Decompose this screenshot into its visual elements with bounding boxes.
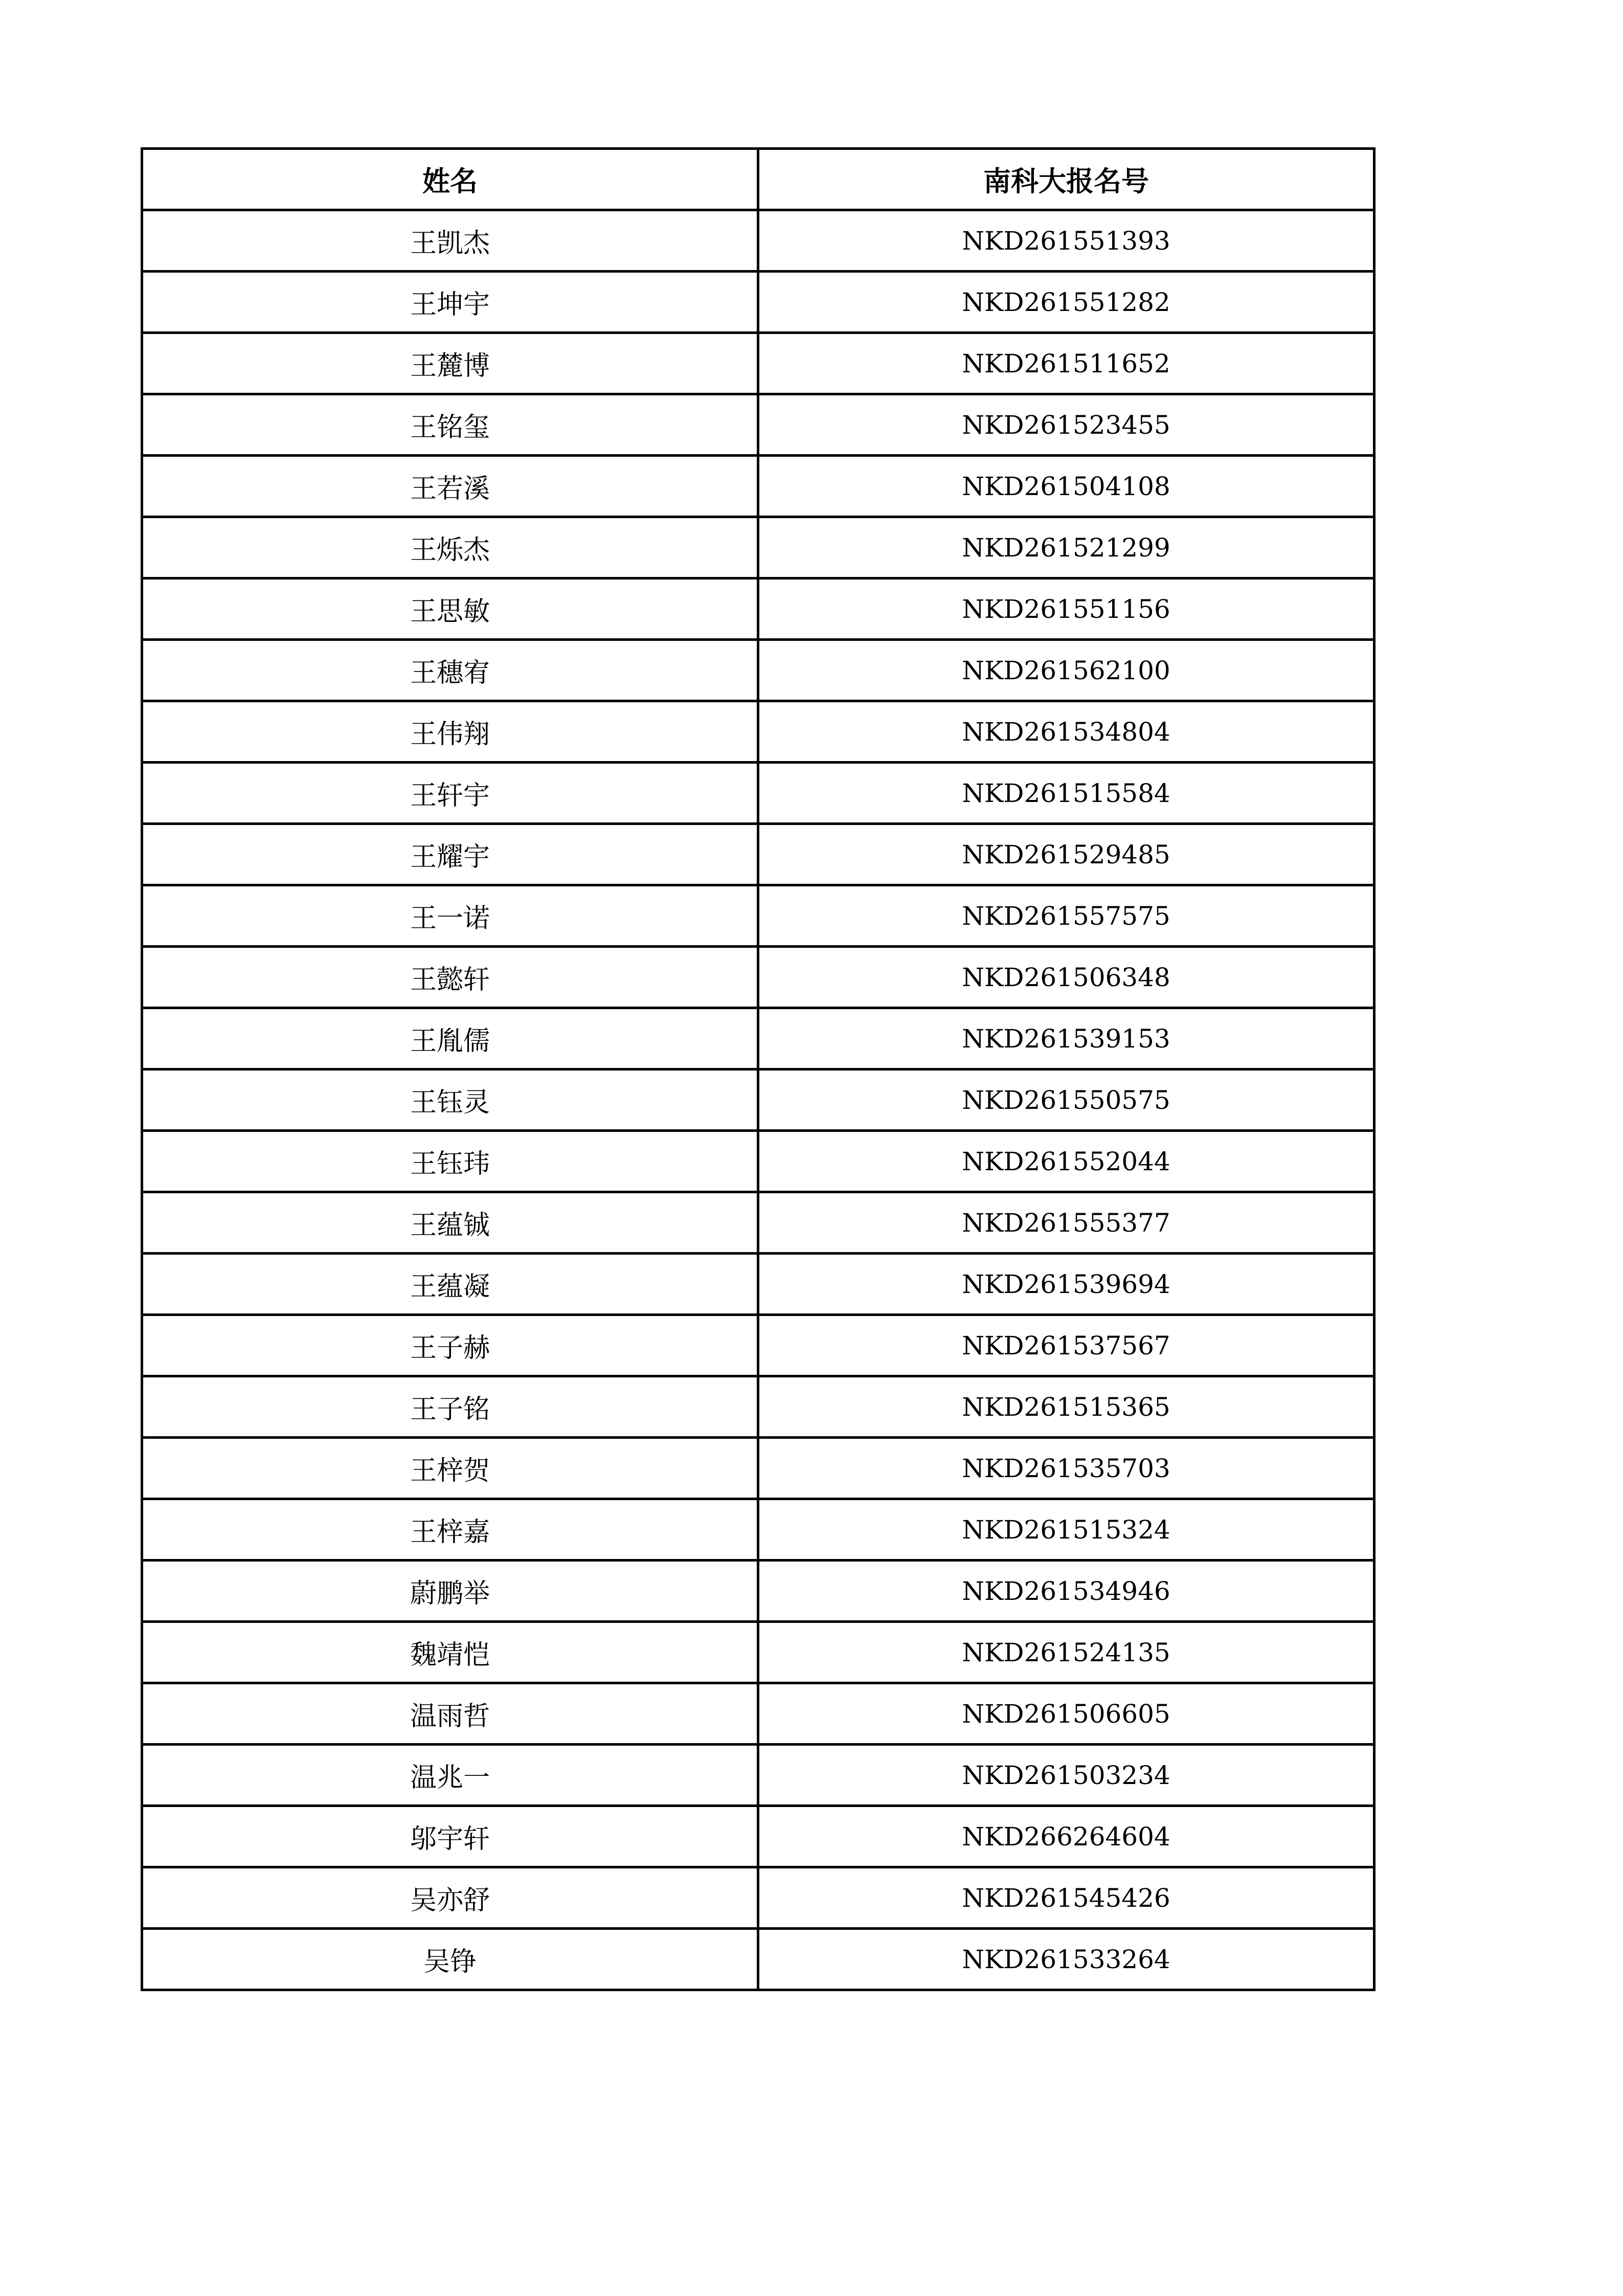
cell-name: 王钰玮: [142, 1131, 758, 1192]
cell-registration-number: NKD261506605: [758, 1683, 1374, 1745]
cell-name: 王耀宇: [142, 824, 758, 885]
cell-registration-number: NKD261557575: [758, 885, 1374, 947]
cell-name: 王思敏: [142, 578, 758, 640]
cell-name: 王一诺: [142, 885, 758, 947]
table-row: [142, 947, 1374, 1008]
table-row: [142, 1745, 1374, 1806]
table-row: [142, 210, 1374, 272]
cell-name: 蔚鹏举: [142, 1561, 758, 1622]
table-row: [142, 640, 1374, 701]
cell-name: 王胤儒: [142, 1008, 758, 1069]
cell-name: 王梓嘉: [142, 1499, 758, 1561]
cell-name: 温兆一: [142, 1745, 758, 1806]
table-row: [142, 701, 1374, 763]
cell-name: 王子铭: [142, 1376, 758, 1438]
cell-name: 王蕴铖: [142, 1192, 758, 1254]
cell-name: 吴铮: [142, 1929, 758, 1990]
table-row: [142, 763, 1374, 824]
cell-registration-number: NKD261539153: [758, 1008, 1374, 1069]
table-row: [142, 394, 1374, 456]
cell-registration-number: NKD261533264: [758, 1929, 1374, 1990]
cell-registration-number: NKD261552044: [758, 1131, 1374, 1192]
table-row: [142, 1929, 1374, 1990]
cell-registration-number: NKD261504108: [758, 456, 1374, 517]
cell-registration-number: NKD261515584: [758, 763, 1374, 824]
table-row: [142, 1069, 1374, 1131]
cell-registration-number: NKD261515324: [758, 1499, 1374, 1561]
cell-name: 吴亦舒: [142, 1867, 758, 1929]
header-registration-number: 南科大报名号: [758, 149, 1374, 210]
cell-registration-number: NKD261551156: [758, 578, 1374, 640]
cell-registration-number: NKD261511652: [758, 333, 1374, 394]
cell-name: 王轩宇: [142, 763, 758, 824]
cell-registration-number: NKD261537567: [758, 1315, 1374, 1376]
cell-name: 王钰灵: [142, 1069, 758, 1131]
cell-name: 王穗宥: [142, 640, 758, 701]
cell-registration-number: NKD261534804: [758, 701, 1374, 763]
cell-name: 邬宇轩: [142, 1806, 758, 1867]
table-body: [142, 210, 1374, 1990]
table-row: [142, 1254, 1374, 1315]
registration-table: [141, 147, 1376, 1991]
table-row: [142, 885, 1374, 947]
cell-name: 王懿轩: [142, 947, 758, 1008]
table-row: [142, 1806, 1374, 1867]
cell-name: 魏靖恺: [142, 1622, 758, 1683]
cell-registration-number: NKD261506348: [758, 947, 1374, 1008]
table-row: [142, 333, 1374, 394]
table-row: [142, 1683, 1374, 1745]
table-row: [142, 1008, 1374, 1069]
cell-registration-number: NKD261551282: [758, 272, 1374, 333]
cell-name: 王蕴凝: [142, 1254, 758, 1315]
cell-name: 王烁杰: [142, 517, 758, 578]
table-row: [142, 1438, 1374, 1499]
cell-registration-number: NKD261545426: [758, 1867, 1374, 1929]
table-row: [142, 456, 1374, 517]
cell-registration-number: NKD261550575: [758, 1069, 1374, 1131]
cell-registration-number: NKD261524135: [758, 1622, 1374, 1683]
cell-name: 王伟翔: [142, 701, 758, 763]
cell-name: 王若溪: [142, 456, 758, 517]
cell-registration-number: NKD261521299: [758, 517, 1374, 578]
cell-registration-number: NKD261529485: [758, 824, 1374, 885]
header-name: 姓名: [142, 149, 758, 210]
cell-registration-number: NKD261551393: [758, 210, 1374, 272]
cell-registration-number: NKD261555377: [758, 1192, 1374, 1254]
table-row: [142, 1561, 1374, 1622]
table-row: [142, 1192, 1374, 1254]
table-row: [142, 1376, 1374, 1438]
cell-registration-number: NKD261534946: [758, 1561, 1374, 1622]
cell-name: 王凯杰: [142, 210, 758, 272]
table-row: [142, 1131, 1374, 1192]
table-row: [142, 517, 1374, 578]
cell-name: 王梓贺: [142, 1438, 758, 1499]
cell-name: 王坤宇: [142, 272, 758, 333]
cell-name: 王子赫: [142, 1315, 758, 1376]
cell-registration-number: NKD261503234: [758, 1745, 1374, 1806]
table-row: [142, 578, 1374, 640]
table-row: [142, 1622, 1374, 1683]
table-row: [142, 272, 1374, 333]
table-row: [142, 1499, 1374, 1561]
cell-registration-number: NKD261539694: [758, 1254, 1374, 1315]
cell-registration-number: NKD261535703: [758, 1438, 1374, 1499]
cell-name: 王铭玺: [142, 394, 758, 456]
header-row: [142, 149, 1374, 210]
table-row: [142, 1315, 1374, 1376]
cell-registration-number: NKD261523455: [758, 394, 1374, 456]
cell-name: 王麓博: [142, 333, 758, 394]
table-row: [142, 1867, 1374, 1929]
cell-registration-number: NKD261562100: [758, 640, 1374, 701]
cell-registration-number: NKD261515365: [758, 1376, 1374, 1438]
table-row: [142, 824, 1374, 885]
cell-registration-number: NKD266264604: [758, 1806, 1374, 1867]
cell-name: 温雨哲: [142, 1683, 758, 1745]
